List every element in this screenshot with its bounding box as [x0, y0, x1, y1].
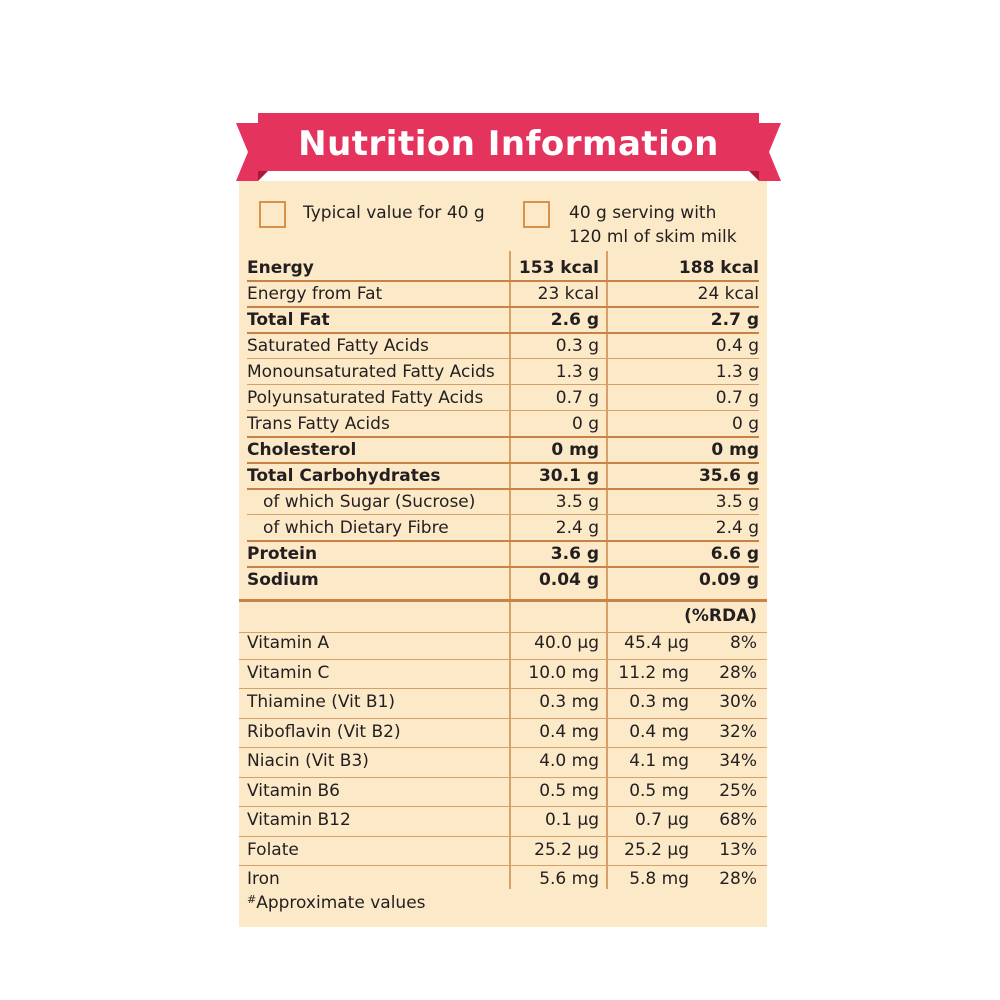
vitamin-name: Vitamin A: [247, 633, 330, 653]
nutrient-row: [239, 255, 767, 281]
vitamin-name: Riboflavin (Vit B2): [247, 721, 401, 742]
nutrient-value-typical: 2.6 g: [550, 310, 599, 330]
nutrient-value-serving: 2.4 g: [715, 518, 759, 538]
nutrient-value-typical: 0 g: [571, 414, 599, 434]
vitamin-name: Iron: [247, 869, 280, 889]
nutrient-value-serving: 2.7 g: [710, 310, 759, 330]
nutrient-value-serving: 3.5 g: [715, 492, 759, 512]
nutrient-name: Monounsaturated Fatty Acids: [247, 362, 495, 382]
nutrient-name: Energy from Fat: [247, 284, 383, 304]
legend-typical: Typical value for 40 g: [303, 203, 485, 223]
vitamin-value-serving: 45.4 µg: [624, 633, 689, 653]
nutrient-name: Protein: [247, 544, 318, 564]
nutrient-row: [239, 385, 767, 411]
nutrient-row: [239, 489, 767, 515]
vitamin-value-serving: 4.1 mg: [629, 751, 689, 771]
legend-serving-line2: 120 ml of skim milk: [569, 227, 737, 247]
nutrient-value-serving: 0.4 g: [715, 336, 759, 356]
rda-header-row: [239, 601, 767, 631]
rda-header: (%RDA): [684, 606, 757, 626]
legend-serving-line1: 40 g serving with: [569, 203, 717, 223]
nutrient-value-serving: 0.09 g: [698, 570, 759, 590]
vitamin-name: Vitamin C: [247, 662, 330, 683]
vitamin-row: [239, 629, 767, 659]
legend-swatch-typical: [259, 201, 286, 228]
vitamin-rda: 28%: [719, 869, 757, 889]
vitamin-value-typical: 10.0 mg: [528, 662, 599, 683]
footnote-text: Approximate values: [256, 893, 426, 913]
vitamin-name: Vitamin B12: [247, 810, 351, 830]
vitamin-row: [239, 777, 767, 807]
vitamin-rda: 34%: [719, 751, 757, 771]
nutrient-row: [239, 281, 767, 307]
nutrient-value-serving: 0 g: [731, 414, 759, 434]
nutrient-value-typical: 0.3 g: [555, 336, 599, 356]
nutrient-value-typical: 0 mg: [551, 440, 599, 460]
nutrient-row: [239, 307, 767, 333]
nutrient-value-serving: 188 kcal: [678, 258, 759, 278]
vitamin-value-typical: 0.5 mg: [539, 780, 599, 801]
nutrient-name: Total Carbohydrates: [247, 466, 441, 486]
nutrient-value-typical: 3.6 g: [550, 544, 599, 564]
nutrient-value-typical: 23 kcal: [537, 284, 599, 304]
nutrient-row: [239, 567, 767, 593]
nutrient-value-serving: 35.6 g: [698, 466, 759, 486]
vitamin-value-serving: 0.7 µg: [634, 810, 689, 830]
nutrient-name: of which Dietary Fibre: [263, 518, 449, 538]
legend-swatch-serving: [523, 201, 550, 228]
nutrient-name: Saturated Fatty Acids: [247, 336, 429, 356]
vitamin-value-serving: 0.5 mg: [629, 780, 689, 801]
vitamin-value-typical: 0.1 µg: [544, 810, 599, 830]
nutrient-value-serving: 0.7 g: [715, 388, 759, 408]
nutrient-name: Trans Fatty Acids: [247, 414, 390, 434]
vitamin-value-serving: 25.2 µg: [624, 839, 689, 860]
nutrient-name: Sodium: [247, 570, 319, 590]
vitamin-rda: 68%: [719, 810, 757, 830]
vitamin-rda: 25%: [719, 780, 757, 801]
column-legend: [239, 181, 767, 251]
nutrient-name: Cholesterol: [247, 440, 357, 460]
vitamin-name: Niacin (Vit B3): [247, 751, 369, 771]
nutrient-value-serving: 0 mg: [711, 440, 759, 460]
page-title: Nutrition Information: [298, 124, 719, 164]
vitamin-value-typical: 40.0 µg: [534, 633, 599, 653]
vitamin-row: [239, 718, 767, 748]
title-banner: [236, 113, 781, 181]
vitamin-row: [239, 747, 767, 777]
vitamin-name: Vitamin B6: [247, 780, 341, 801]
nutrient-value-typical: 2.4 g: [555, 518, 599, 538]
nutrient-value-serving: 1.3 g: [715, 362, 759, 382]
nutrient-row: [239, 333, 767, 359]
vitamin-value-typical: 5.6 mg: [539, 869, 599, 889]
nutrient-value-typical: 30.1 g: [538, 466, 599, 486]
vitamin-row: [239, 806, 767, 836]
vitamin-row: [239, 659, 767, 689]
vitamin-name: Thiamine (Vit B1): [247, 692, 396, 712]
vitamin-value-serving: 0.3 mg: [629, 692, 689, 712]
nutrient-value-typical: 0.7 g: [555, 388, 599, 408]
nutrient-name: of which Sugar (Sucrose): [263, 492, 476, 512]
nutrient-name: Polyunsaturated Fatty Acids: [247, 388, 484, 408]
nutrient-row: [239, 437, 767, 463]
vitamin-rda: 30%: [719, 692, 757, 712]
vitamin-value-serving: 5.8 mg: [629, 869, 689, 889]
nutrition-panel: [239, 181, 767, 927]
vitamin-row: [239, 865, 767, 895]
vitamin-row: [239, 688, 767, 718]
nutrient-value-serving: 6.6 g: [710, 544, 759, 564]
nutrient-row: [239, 463, 767, 489]
vitamin-value-typical: 4.0 mg: [539, 751, 599, 771]
vitamin-rda: 32%: [719, 721, 757, 742]
footnote-mark: #: [247, 893, 257, 906]
vitamin-name: Folate: [247, 839, 299, 860]
nutrient-value-typical: 3.5 g: [555, 492, 599, 512]
nutrient-name: Total Fat: [247, 310, 330, 330]
nutrient-value-typical: 0.04 g: [538, 570, 599, 590]
vitamin-value-typical: 0.4 mg: [539, 721, 599, 742]
nutrient-value-typical: 153 kcal: [518, 258, 599, 278]
footnote: [247, 893, 426, 913]
nutrient-row: [239, 515, 767, 541]
vitamin-value-typical: 25.2 µg: [534, 839, 599, 860]
vitamin-rda: 13%: [719, 839, 757, 860]
nutrient-value-serving: 24 kcal: [697, 284, 759, 304]
nutrient-value-typical: 1.3 g: [555, 362, 599, 382]
vitamin-rda: 28%: [719, 662, 757, 683]
vitamin-value-serving: 11.2 mg: [618, 662, 689, 683]
vitamin-value-typical: 0.3 mg: [539, 692, 599, 712]
vitamin-row: [239, 836, 767, 866]
vitamin-value-serving: 0.4 mg: [629, 721, 689, 742]
nutrient-row: [239, 541, 767, 567]
nutrient-row: [239, 359, 767, 385]
nutrient-row: [239, 411, 767, 437]
nutrient-name: Energy: [247, 258, 314, 278]
vitamin-rda: 8%: [730, 633, 757, 653]
